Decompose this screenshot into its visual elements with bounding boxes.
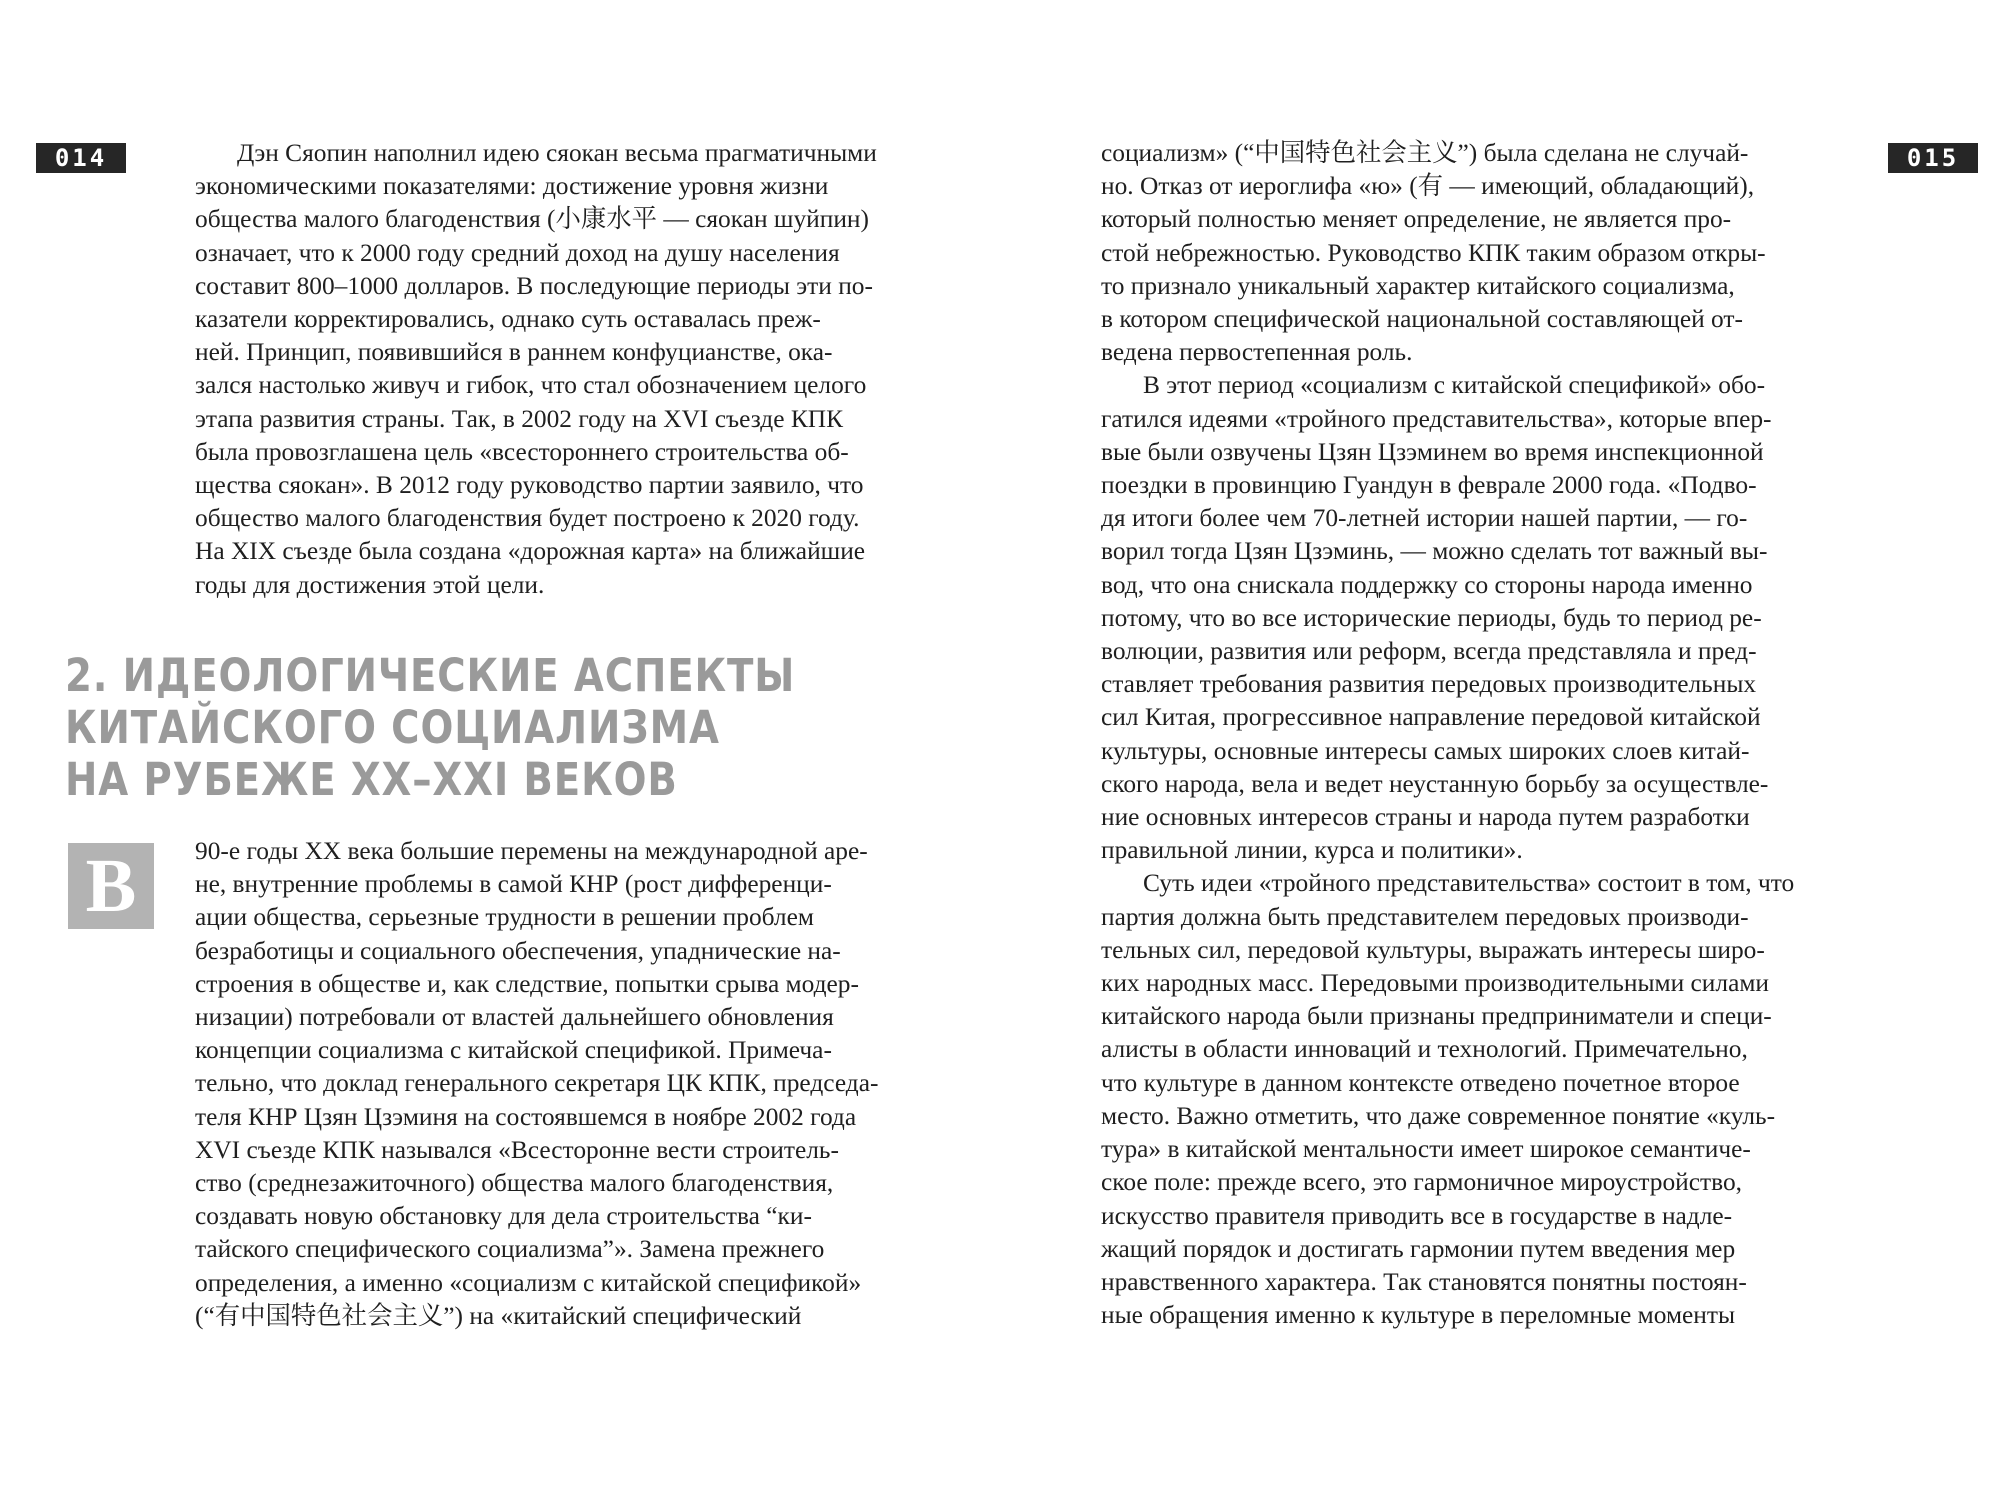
text-line: социализм» (“中国特色社会主义”) была сделана не случай- [1101,139,1749,167]
text-line: поездки в провинцию Гуандун в феврале 2000 года. «Подво- [1101,471,1757,500]
text-line: дя итоги более чем 70-летней истории нашей партии, — го- [1101,504,1748,533]
text-line: тельных сил, передовой культуры, выражать интересы широ- [1101,935,1765,964]
text-line: (“有中国特色社会主义”) на «китайский специфический [195,1301,802,1330]
text-line: гатился идеями «тройного представительства», которые впер- [1101,404,1772,433]
text-line: ации общества, серьезные трудности в решении проблем [195,903,814,932]
text-line: искусство правителя приводить все в государстве в надле- [1101,1201,1733,1230]
text-line: определения, а именно «социализм с китайской спецификой» [195,1268,862,1297]
text-line: XVI съезде КПК назывался «Всесторонне вести строитель- [195,1135,839,1164]
text-line: была провозглашена цель «всестороннего строительства об- [195,437,849,466]
text-line: общества малого благоденствия (小康水平 — сяокан шуйпин) [195,205,869,234]
text-line: казатели корректировались, однако суть оставалась преж- [195,305,821,334]
text-line: нравственного характера. Так становятся понятны постоян- [1101,1267,1747,1296]
text-line: ких народных масс. Передовыми производительными силами [1101,969,1769,998]
text-line: тельно, что доклад генерального секретаря ЦК КПК, председа- [195,1069,879,1098]
text-line: стой небрежностью. Руководство КПК таким образом откры- [1101,238,1766,267]
page-number-left: 014 [36,143,126,173]
text-line: теля КНР Цзян Цзэминя на состоявшемся в ноябре 2002 года [195,1102,857,1131]
heading-line: 2. ИДЕОЛОГИЧЕСКИЕ АСПЕКТЫ [65,649,796,702]
text-line: культуры, основные интересы самых широких слоев китай- [1101,736,1750,765]
text-line: который полностью меняет определение, не является про- [1101,205,1732,234]
text-line: Дэн Сяопин наполнил идею сяокан весьма прагматичными [237,139,877,167]
intro-paragraph [195,137,905,602]
text-line: ство (среднезажиточного) общества малого благоденствия, [195,1169,834,1198]
heading-line: НА РУБЕЖЕ XX–XXI ВЕКОВ [65,753,678,806]
text-line: потому, что во все исторические периоды, будь то период ре- [1101,603,1762,632]
text-line: вод, что она снискала поддержку со стороны народа именно [1101,570,1753,599]
text-line: ные обращения именно к культуре в переломные моменты [1101,1301,1736,1330]
text-line: означает, что к 2000 году средний доход на душу населения [195,238,840,267]
text-line: ние основных интересов страны и народа путем разработки [1101,803,1750,832]
text-line: ней. Принцип, появившийся в раннем конфуцианстве, ока- [195,338,833,367]
text-line: партия должна быть представителем передовых производи- [1101,902,1749,931]
text-line: щества сяокан». В 2012 году руководство партии заявило, что [195,471,864,500]
body-paragraph [195,835,905,1333]
text-line: В этот период «социализм с китайской спецификой» обо- [1143,371,1766,400]
text-line: Суть идеи «тройного представительства» состоит в том, что [1143,869,1795,898]
text-line: экономическими показателями: достижение уровня жизни [195,172,829,201]
text-line: в котором специфической национальной составляющей от- [1101,305,1743,334]
text-line: строения в обществе и, как следствие, попытки срыва модер- [195,969,859,998]
text-line: что культуре в данном контексте отведено почетное второе [1101,1068,1740,1097]
text-line: ворил тогда Цзян Цзэминь, — можно сделать тот важный вы- [1101,537,1768,566]
text-line: зался настолько живуч и гибок, что стал обозначением целого [195,371,867,400]
drop-cap: В [68,843,154,929]
text-line: сил Китая, прогрессивное направление передовой китайской [1101,703,1761,732]
text-line: правильной линии, курса и политики». [1101,836,1523,865]
text-line: ского народа, вела и ведет неустанную борьбу за осуществле- [1101,769,1769,798]
text-line: составит 800–1000 долларов. В последующие периоды эти по- [195,271,873,300]
body-text [1101,137,1811,1332]
text-line: жащий порядок и достигать гармонии путем введения мер [1101,1234,1736,1263]
right-page [1000,0,2000,1489]
text-line: тура» в китайской ментальности имеет широкое семантиче- [1101,1135,1751,1164]
text-line: концепции социализма с китайской спецификой. Примеча- [195,1036,832,1065]
text-line: 90-е годы XX века большие перемены на международной аре- [195,837,868,865]
page-number-right: 015 [1888,143,1978,173]
text-line: ведена первостепенная роль. [1101,338,1413,367]
text-line: вые были озвучены Цзян Цзэминем во время инспекционной [1101,437,1764,466]
section-heading [65,650,795,806]
text-line: то признало уникальный характер китайского социализма, [1101,271,1735,300]
text-line: этапа развития страны. Так, в 2002 году на XVI съезде КПК [195,404,844,433]
text-line: безработицы и социального обеспечения, упаднические на- [195,936,841,965]
text-line: место. Важно отметить, что даже современное понятие «куль- [1101,1101,1776,1130]
text-line: На XIX съезде была создана «дорожная карта» на ближайшие [195,537,866,566]
text-line: годы для достижения этой цели. [195,570,545,599]
text-line: но. Отказ от иероглифа «ю» (有 — имеющий, обладающий), [1101,172,1755,201]
text-line: ставляет требования развития передовых производительных [1101,670,1757,699]
text-line: низации) потребовали от властей дальнейшего обновления [195,1003,834,1032]
text-line: ское поле: прежде всего, это гармоничное мироустройство, [1101,1168,1742,1197]
text-line: волюции, развития или реформ, всегда представляла и пред- [1101,637,1757,666]
text-line: алисты в области инноваций и технологий. Примечательно, [1101,1035,1748,1064]
heading-line: КИТАЙСКОГО СОЦИАЛИЗМА [65,701,720,754]
text-line: китайского народа были признаны предприниматели и специ- [1101,1002,1772,1031]
text-line: общество малого благоденствия будет построено к 2020 году. [195,504,860,533]
text-line: тайского специфического социализма”». Замена прежнего [195,1235,825,1264]
text-line: не, внутренние проблемы в самой КНР (рост дифференци- [195,870,832,899]
text-line: создавать новую обстановку для дела строительства “ки- [195,1202,812,1231]
